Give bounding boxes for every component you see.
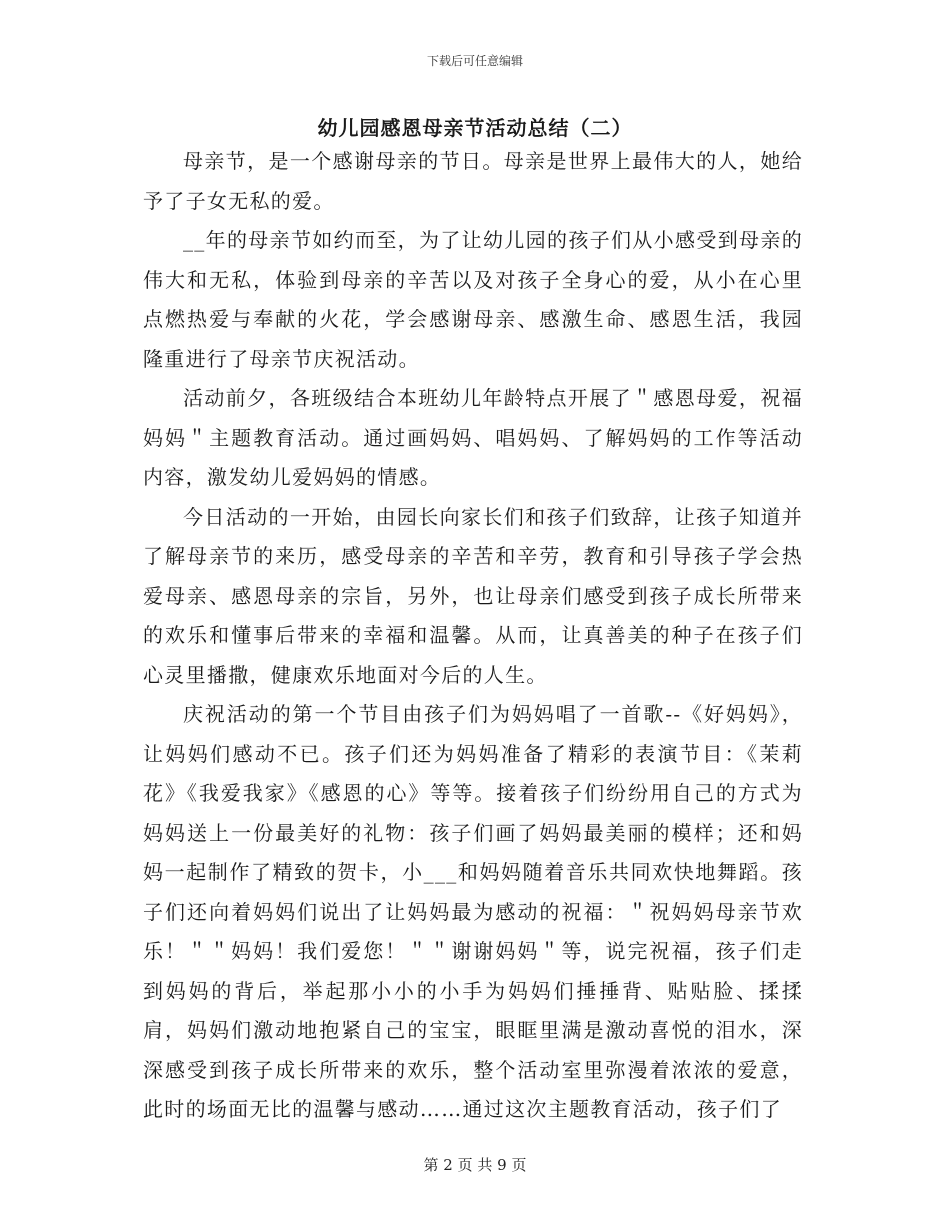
document-title: 幼儿园感恩母亲节活动总结（二） [317, 116, 633, 140]
paragraph: __年的母亲节如约而至，为了让幼儿园的孩子们从小感受到母亲的伟大和无私，体验到母亲的辛苦以及对孩子全身心的爱，从小在心里点燃热爱与奉献的火花，学会感谢母亲、感激生命、感恩生活，我园隆重进行了母亲节庆祝活动。 [143, 228, 803, 371]
paragraph: 庆祝活动的第一个节目由孩子们为妈妈唱了一首歌--《好妈妈》，让妈妈们感动不已。孩子们还为妈妈准备了精彩的表演节目：《茉莉花》《我爱我家》《感恩的心》等等。接着孩子们纷纷用自己的方式为妈妈送上一份最美好的礼物：孩子们画了妈妈最美丽的模样；还和妈妈一起制作了精致的贺卡，小___和妈妈随着音乐共同欢快地舞蹈。孩子们还向着妈妈们说出了让妈妈最为感动的祝福：＂祝妈妈母亲节欢乐！＂＂妈妈！我们爱您！＂＂谢谢妈妈＂等，说完祝福，孩子们走到妈妈的背后，举起那小小的小手为妈妈们捶捶背、贴贴脸、揉揉肩，妈妈们激动地抱紧自己的宝宝，眼眶里满是激动喜悦的泪水，深深感受到孩子成长所带来的欢乐，整个活动室里弥漫着浓浓的爱意，此时的场面无比的温馨与感动……通过这次主题教育活动，孩子们了 [143, 702, 803, 1121]
paragraph: 今日活动的一开始，由园长向家长们和孩子们致辞，让孩子知道并了解母亲节的来历，感受母亲的辛苦和辛劳，教育和引导孩子学会热爱母亲、感恩母亲的宗旨，另外，也让母亲们感受到孩子成长所带来的欢乐和懂事后带来的幸福和温馨。从而，让真善美的种子在孩子们心灵里播撒，健康欢乐地面对今后的人生。 [143, 504, 803, 687]
page-footer: 第 2 页 共 9 页 [423, 1156, 527, 1174]
document-body [143, 142, 803, 1130]
header-note: 下载后可任意编辑 [426, 54, 523, 68]
paragraph: 活动前夕，各班级结合本班幼儿年龄特点开展了＂感恩母爱，祝福妈妈＂主题教育活动。通过画妈妈、唱妈妈、了解妈妈的工作等活动内容，激发幼儿爱妈妈的情感。 [143, 386, 803, 489]
paragraph: 母亲节，是一个感谢母亲的节日。母亲是世界上最伟大的人，她给予了子女无私的爱。 [143, 149, 803, 213]
